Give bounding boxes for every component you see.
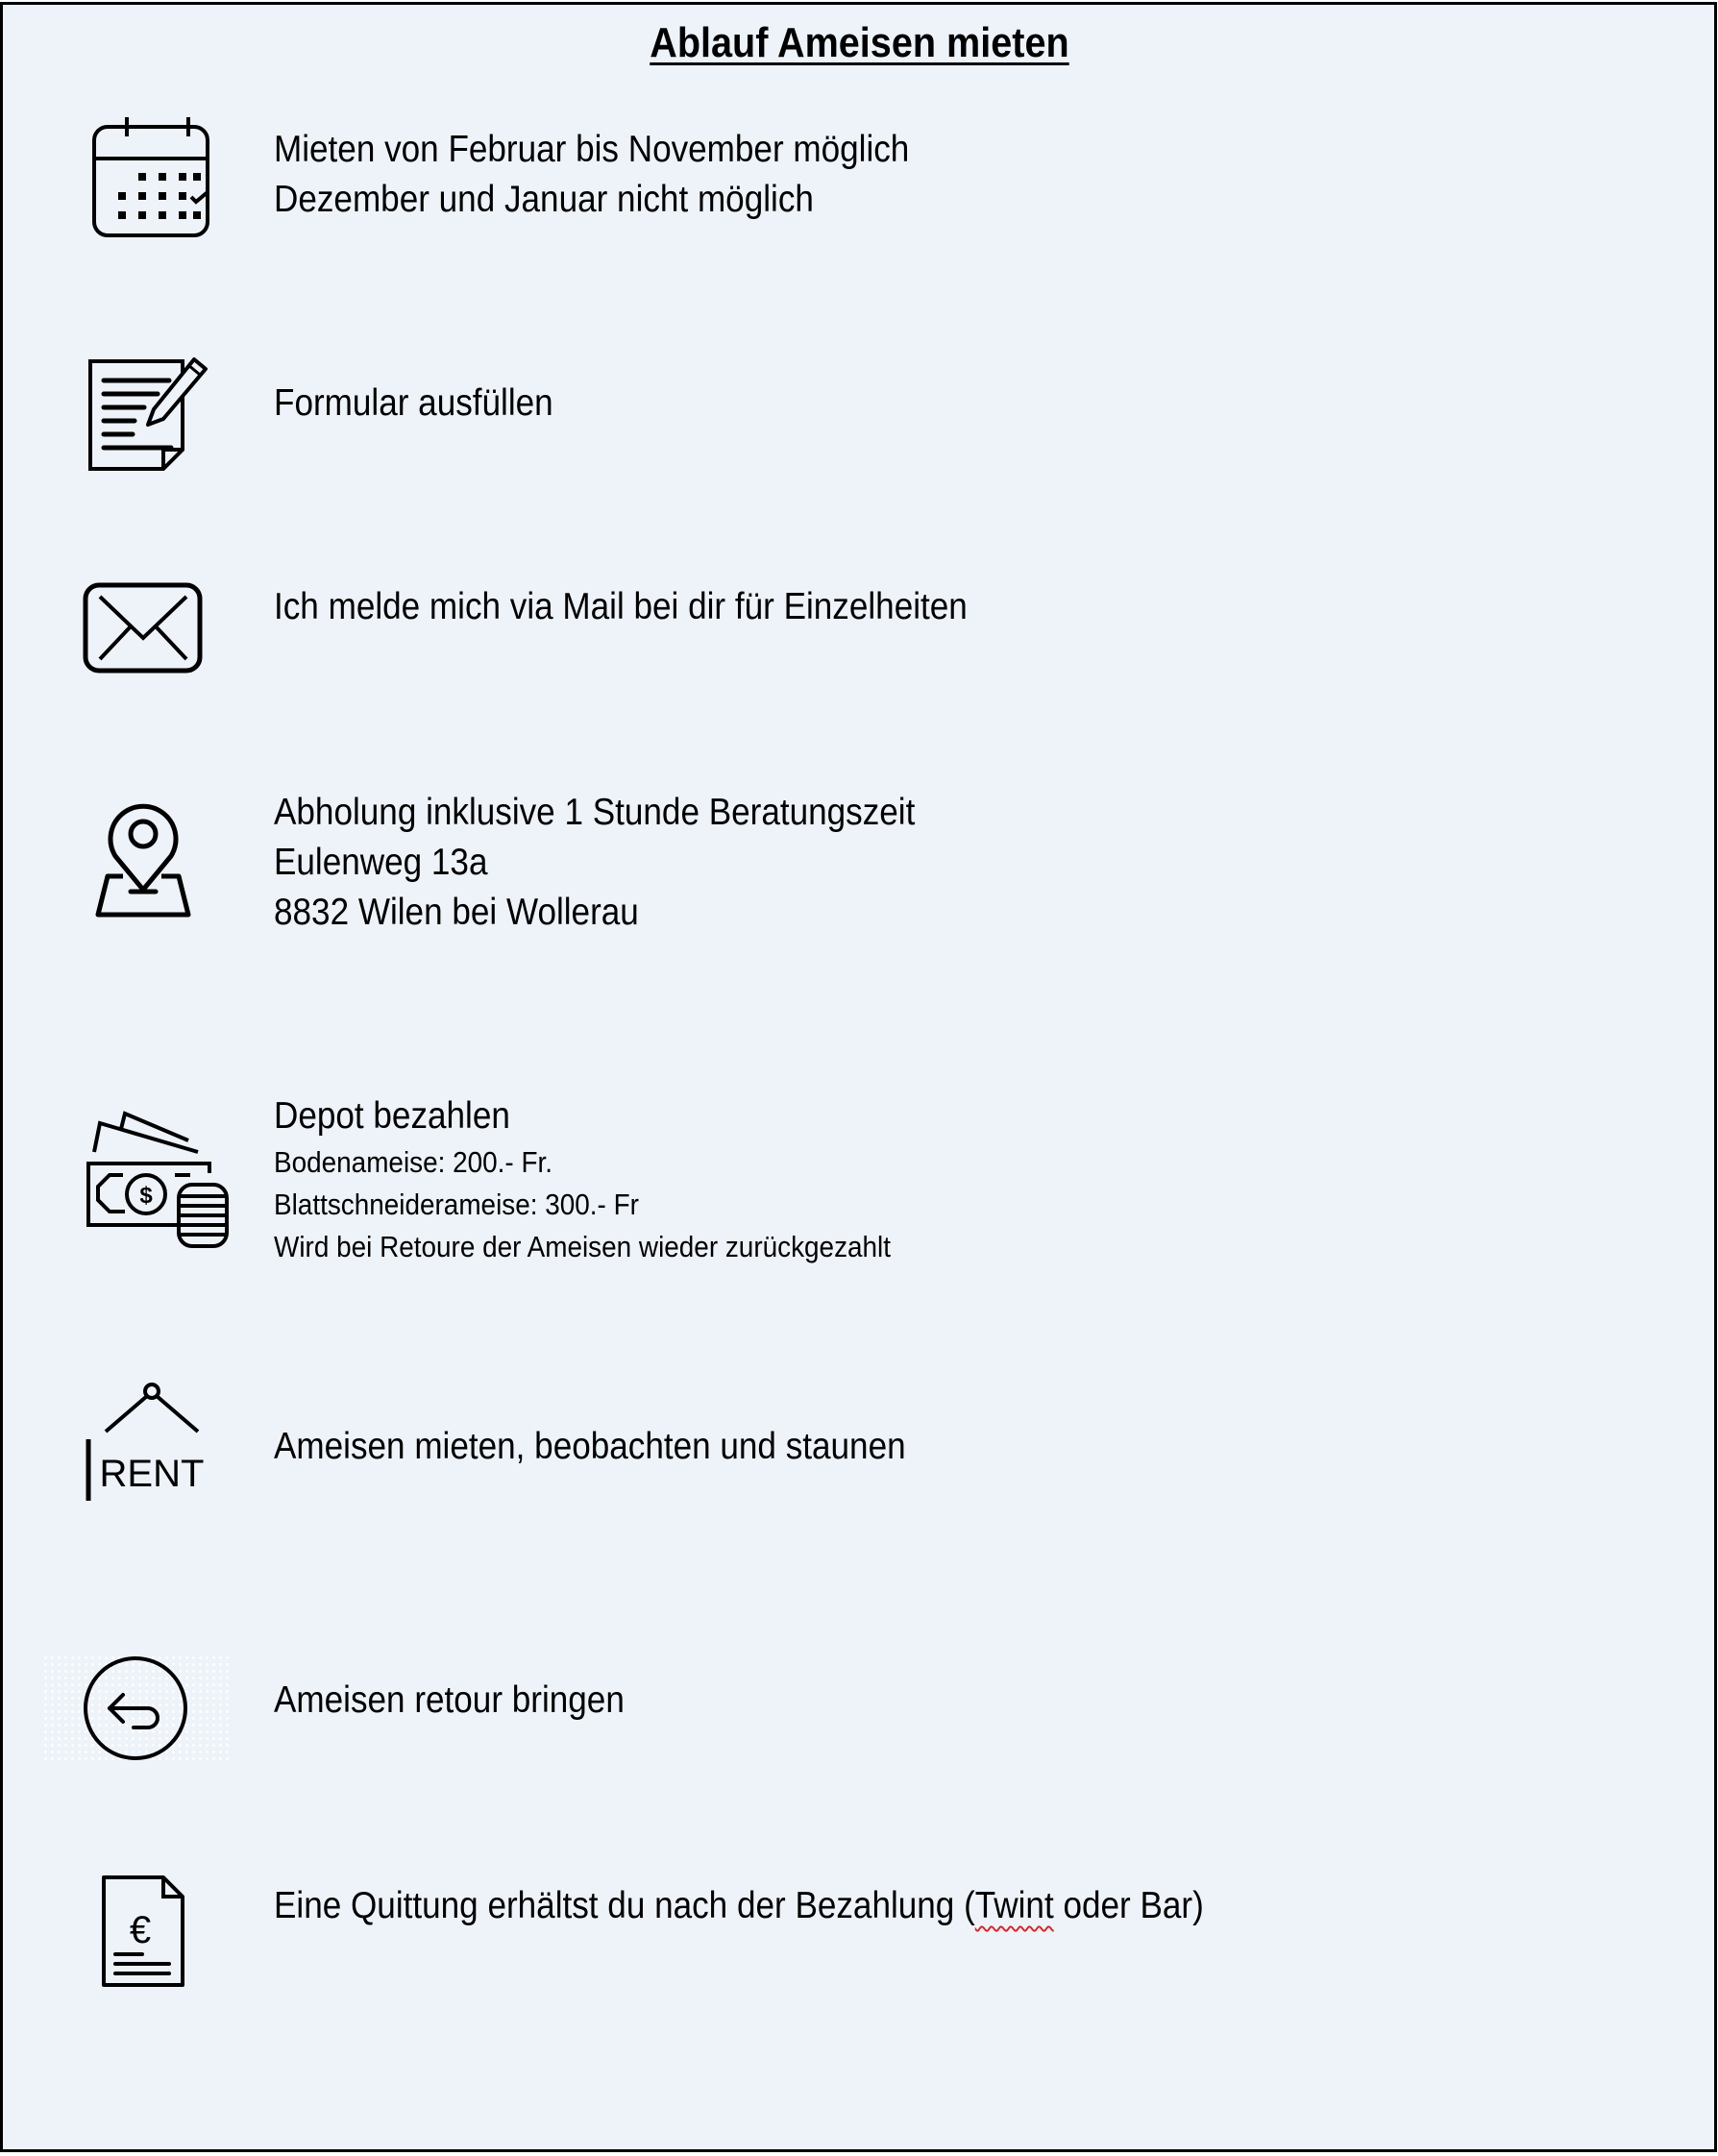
step-calendar-text — [274, 125, 909, 225]
map-pin-icon — [94, 803, 192, 920]
page-title — [0, 19, 1718, 67]
step-form-text — [274, 379, 553, 429]
deposit-heading: Depot bezahlen — [274, 1095, 510, 1137]
step-line: Ameisen retour bringen — [274, 1679, 625, 1721]
deposit-refund-note: Wird bei Retoure der Ameisen wieder zurückgezahlt — [274, 1230, 892, 1263]
envelope-icon — [83, 582, 204, 674]
euro-receipt-icon — [100, 1874, 188, 1989]
receipt-text-before: Eine Quittung erhältst du nach der Bezahlung ( — [274, 1885, 975, 1926]
svg-text:$: $ — [139, 1183, 153, 1209]
rent-sign-icon — [85, 1380, 219, 1503]
step-line: Abholung inklusive 1 Stunde Beratungszeit — [274, 792, 916, 833]
spellcheck-flagged-word[interactable]: Twint — [974, 1885, 1054, 1926]
deposit-price-bodenameise: Bodenameise: 200.- Fr. — [274, 1145, 553, 1179]
step-line: Ich melde mich via Mail bei dir für Einzelheiten — [274, 586, 968, 627]
pickup-street: Eulenweg 13a — [274, 842, 488, 883]
step-pickup-text — [274, 788, 915, 938]
step-receipt-text — [274, 1881, 1204, 1931]
form-pencil-icon — [86, 355, 213, 475]
document-page — [0, 2, 1717, 2152]
step-mail-text — [274, 582, 968, 632]
return-arrow-icon — [81, 1654, 190, 1764]
step-line — [274, 1881, 1204, 1931]
money-coins-icon — [85, 1108, 231, 1252]
step-line: Mieten von Februar bis November möglich — [274, 129, 910, 170]
step-line: Ameisen mieten, beobachten und staunen — [274, 1426, 906, 1467]
deposit-price-blattschneiderameise: Blattschneiderameise: 300.- Fr — [274, 1188, 639, 1221]
receipt-text-after: oder Bar) — [1053, 1885, 1204, 1926]
step-line: Dezember und Januar nicht möglich — [274, 179, 814, 220]
calendar-icon — [90, 115, 213, 240]
step-rent-text — [274, 1422, 906, 1472]
step-deposit-text — [274, 1091, 891, 1268]
pickup-city: 8832 Wilen bei Wollerau — [274, 892, 639, 933]
step-line: Formular ausfüllen — [274, 382, 553, 424]
page-title-text: Ablauf Ameisen mieten — [649, 19, 1069, 66]
euro-symbol: € — [129, 1909, 152, 1951]
rent-sign-label: RENT — [99, 1453, 205, 1495]
step-return-text — [274, 1676, 625, 1726]
